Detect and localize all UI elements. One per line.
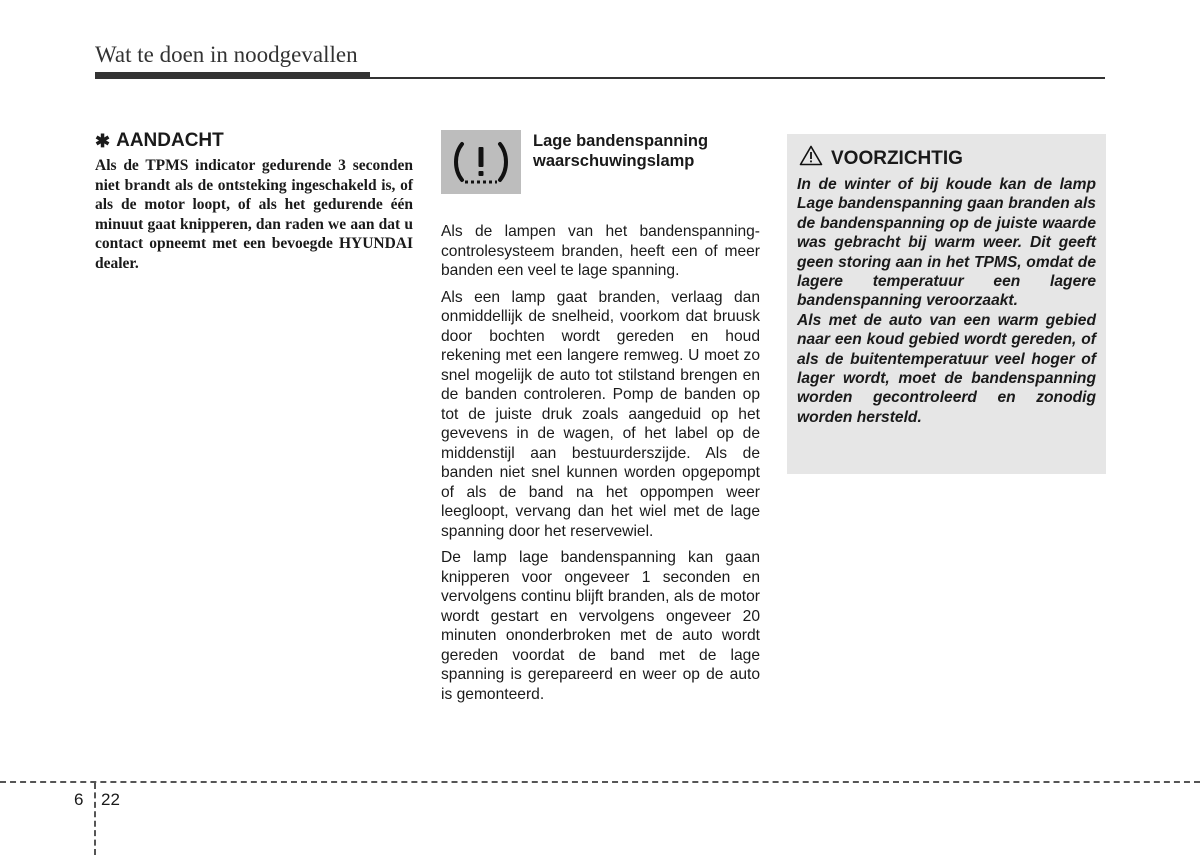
tpms-warning-icon xyxy=(441,130,521,194)
body-paragraph: Als een lamp gaat branden, verlaag dan onmiddellijk de snelheid, voorkom dat bruusk door bochten wordt gereden en houd rekening met een langere remweg. U moet zo snel mogelijk de auto tot stilstand brengen en de banden controleren. Pomp de banden op tot de juiste druk zoals aangeduid op het gevevens in de wagen, of het label op de middenstijl aan bestuurderszijde. Als de banden niet snel kunnen worden opgepompt of als de band na het oppompen weer leegloopt, vervang dan het wiel met de lage spanning door het reservewiel. xyxy=(441,288,760,540)
page-header-title: Wat te doen in noodgevallen xyxy=(95,42,358,67)
footer-rule xyxy=(0,781,1200,783)
caution-box xyxy=(787,134,1106,474)
body-paragraph: Als de lampen van het bandenspanning-controlesysteem branden, heeft een of meer banden een veel te lage spanning. xyxy=(441,223,760,279)
body-paragraph: De lamp lage bandenspanning kan gaan knipperen voor ongeveer 1 seconden en vervolgens continu blijft branden, als de motor wordt gestart en vervolgens ongeveer 20 minuten ononderbroken met de auto wordt gereden voordat de band met de lage spanning is gerepareerd en weer op de auto is gemonteerd. xyxy=(441,549,760,703)
tpms-body xyxy=(441,222,760,704)
caution-paragraph: In de winter of bij koude kan de lamp Lage bandenspanning gaan branden als de bandenspanning op de juiste waarde was gebracht bij warm weer. Dit geeft geen storing aan in het TPMS, omdat de lagere temperatuur een lagere bandenspanning veroorzaakt. xyxy=(797,176,1096,310)
caution-heading xyxy=(797,145,1096,172)
caution-title: VOORZICHTIG xyxy=(831,147,963,169)
asterisk-icon: ✱ xyxy=(95,131,111,151)
page-number: 22 xyxy=(101,790,120,809)
chapter-number: 6 xyxy=(74,790,84,809)
tpms-section xyxy=(441,130,760,711)
aandacht-title: AANDACHT xyxy=(116,130,224,151)
header-rule xyxy=(95,77,1105,79)
warning-triangle-icon xyxy=(799,145,823,172)
footer-divider xyxy=(94,783,96,855)
lamp-heading: Lage bandenspanning waarschuwingslamp xyxy=(533,132,709,170)
lamp-heading-row xyxy=(441,130,760,210)
aandacht-heading xyxy=(95,130,413,152)
aandacht-section xyxy=(95,130,413,274)
aandacht-text: Als de TPMS indicator gedurende 3 seconden niet brandt als de ontsteking ingeschakeld is, of als de motor loopt, of als het gedurende één minuut gaat knipperen, dan raden we aan dat u contact opneemt met een bevoegde HYUNDAI dealer. xyxy=(95,157,413,272)
caution-paragraph: Als met de auto van een warm gebied naar een koud gebied wordt gereden, of als de buitentemperatuur veel hoger of lager wordt, moet de bandenspanning worden gecontroleerd en zonodig worden hersteld. xyxy=(797,311,1096,426)
